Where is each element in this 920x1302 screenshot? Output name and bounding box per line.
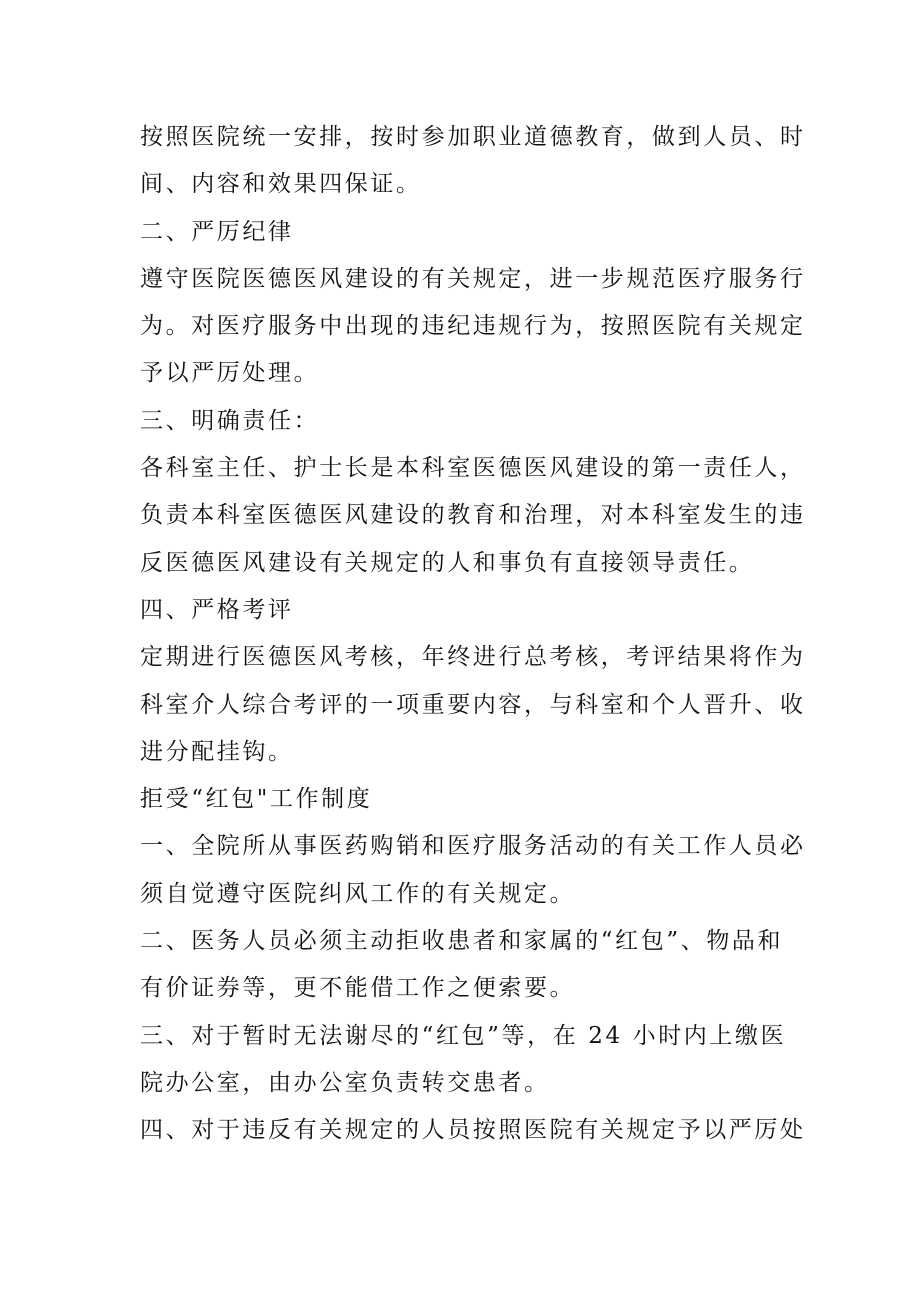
text-line: 各科室主任、护士长是本科室医德医风建设的第一责任人， bbox=[140, 455, 806, 482]
text-line: 间、内容和效果四保证。 bbox=[140, 171, 422, 198]
text-line: 有价证券等，更不能借工作之便索要。 bbox=[140, 975, 576, 1002]
text-line: 一、全院所从事医药购销和医疗服务活动的有关工作人员必 bbox=[140, 833, 806, 860]
text-line: 二、医务人员必须主动拒收患者和家属的“红包”、物品和 bbox=[140, 928, 784, 955]
text-line: 按照医院统一安排，按时参加职业道德教育，做到人员、时 bbox=[140, 124, 806, 150]
text-line: 科室介人综合考评的一项重要内容，与科室和个人晋升、收 bbox=[140, 691, 806, 718]
text-line: 院办公室，由办公室负责转交患者。 bbox=[140, 1069, 550, 1096]
text-line: 须自觉遵守医院纠风工作的有关规定。 bbox=[140, 880, 576, 907]
document-body bbox=[140, 114, 806, 1155]
text-line: 进分配挂钩。 bbox=[140, 738, 294, 765]
text-line: 负责本科室医德医风建设的教育和治理，对本科室发生的违 bbox=[140, 502, 806, 529]
text-line: 四、对于违反有关规定的人员按照医院有关规定予以严厉处 bbox=[140, 1117, 806, 1144]
text-line: 定期进行医德医风考核，年终进行总考核，考评结果将作为 bbox=[140, 644, 806, 671]
text-line: 予以严厉处理。 bbox=[140, 360, 320, 387]
text-line: 三、对于暂时无法谢尽的“红包”等，在 24 小时内上缴医 bbox=[140, 1022, 787, 1049]
section-heading: 三、明确责任： bbox=[140, 407, 320, 434]
section-heading: 二、严厉纪律 bbox=[140, 218, 294, 245]
document-title: 拒受“红包"工作制度 bbox=[140, 786, 373, 813]
text-line: 反医德医风建设有关规定的人和事负有直接领导责任。 bbox=[140, 549, 755, 576]
text-line: 遵守医院医德医风建设的有关规定，进一步规范医疗服务行 bbox=[140, 265, 806, 292]
section-heading: 四、严格考评 bbox=[140, 596, 294, 623]
text-line: 为。对医疗服务中出现的违纪违规行为，按照医院有关规定 bbox=[140, 313, 806, 340]
